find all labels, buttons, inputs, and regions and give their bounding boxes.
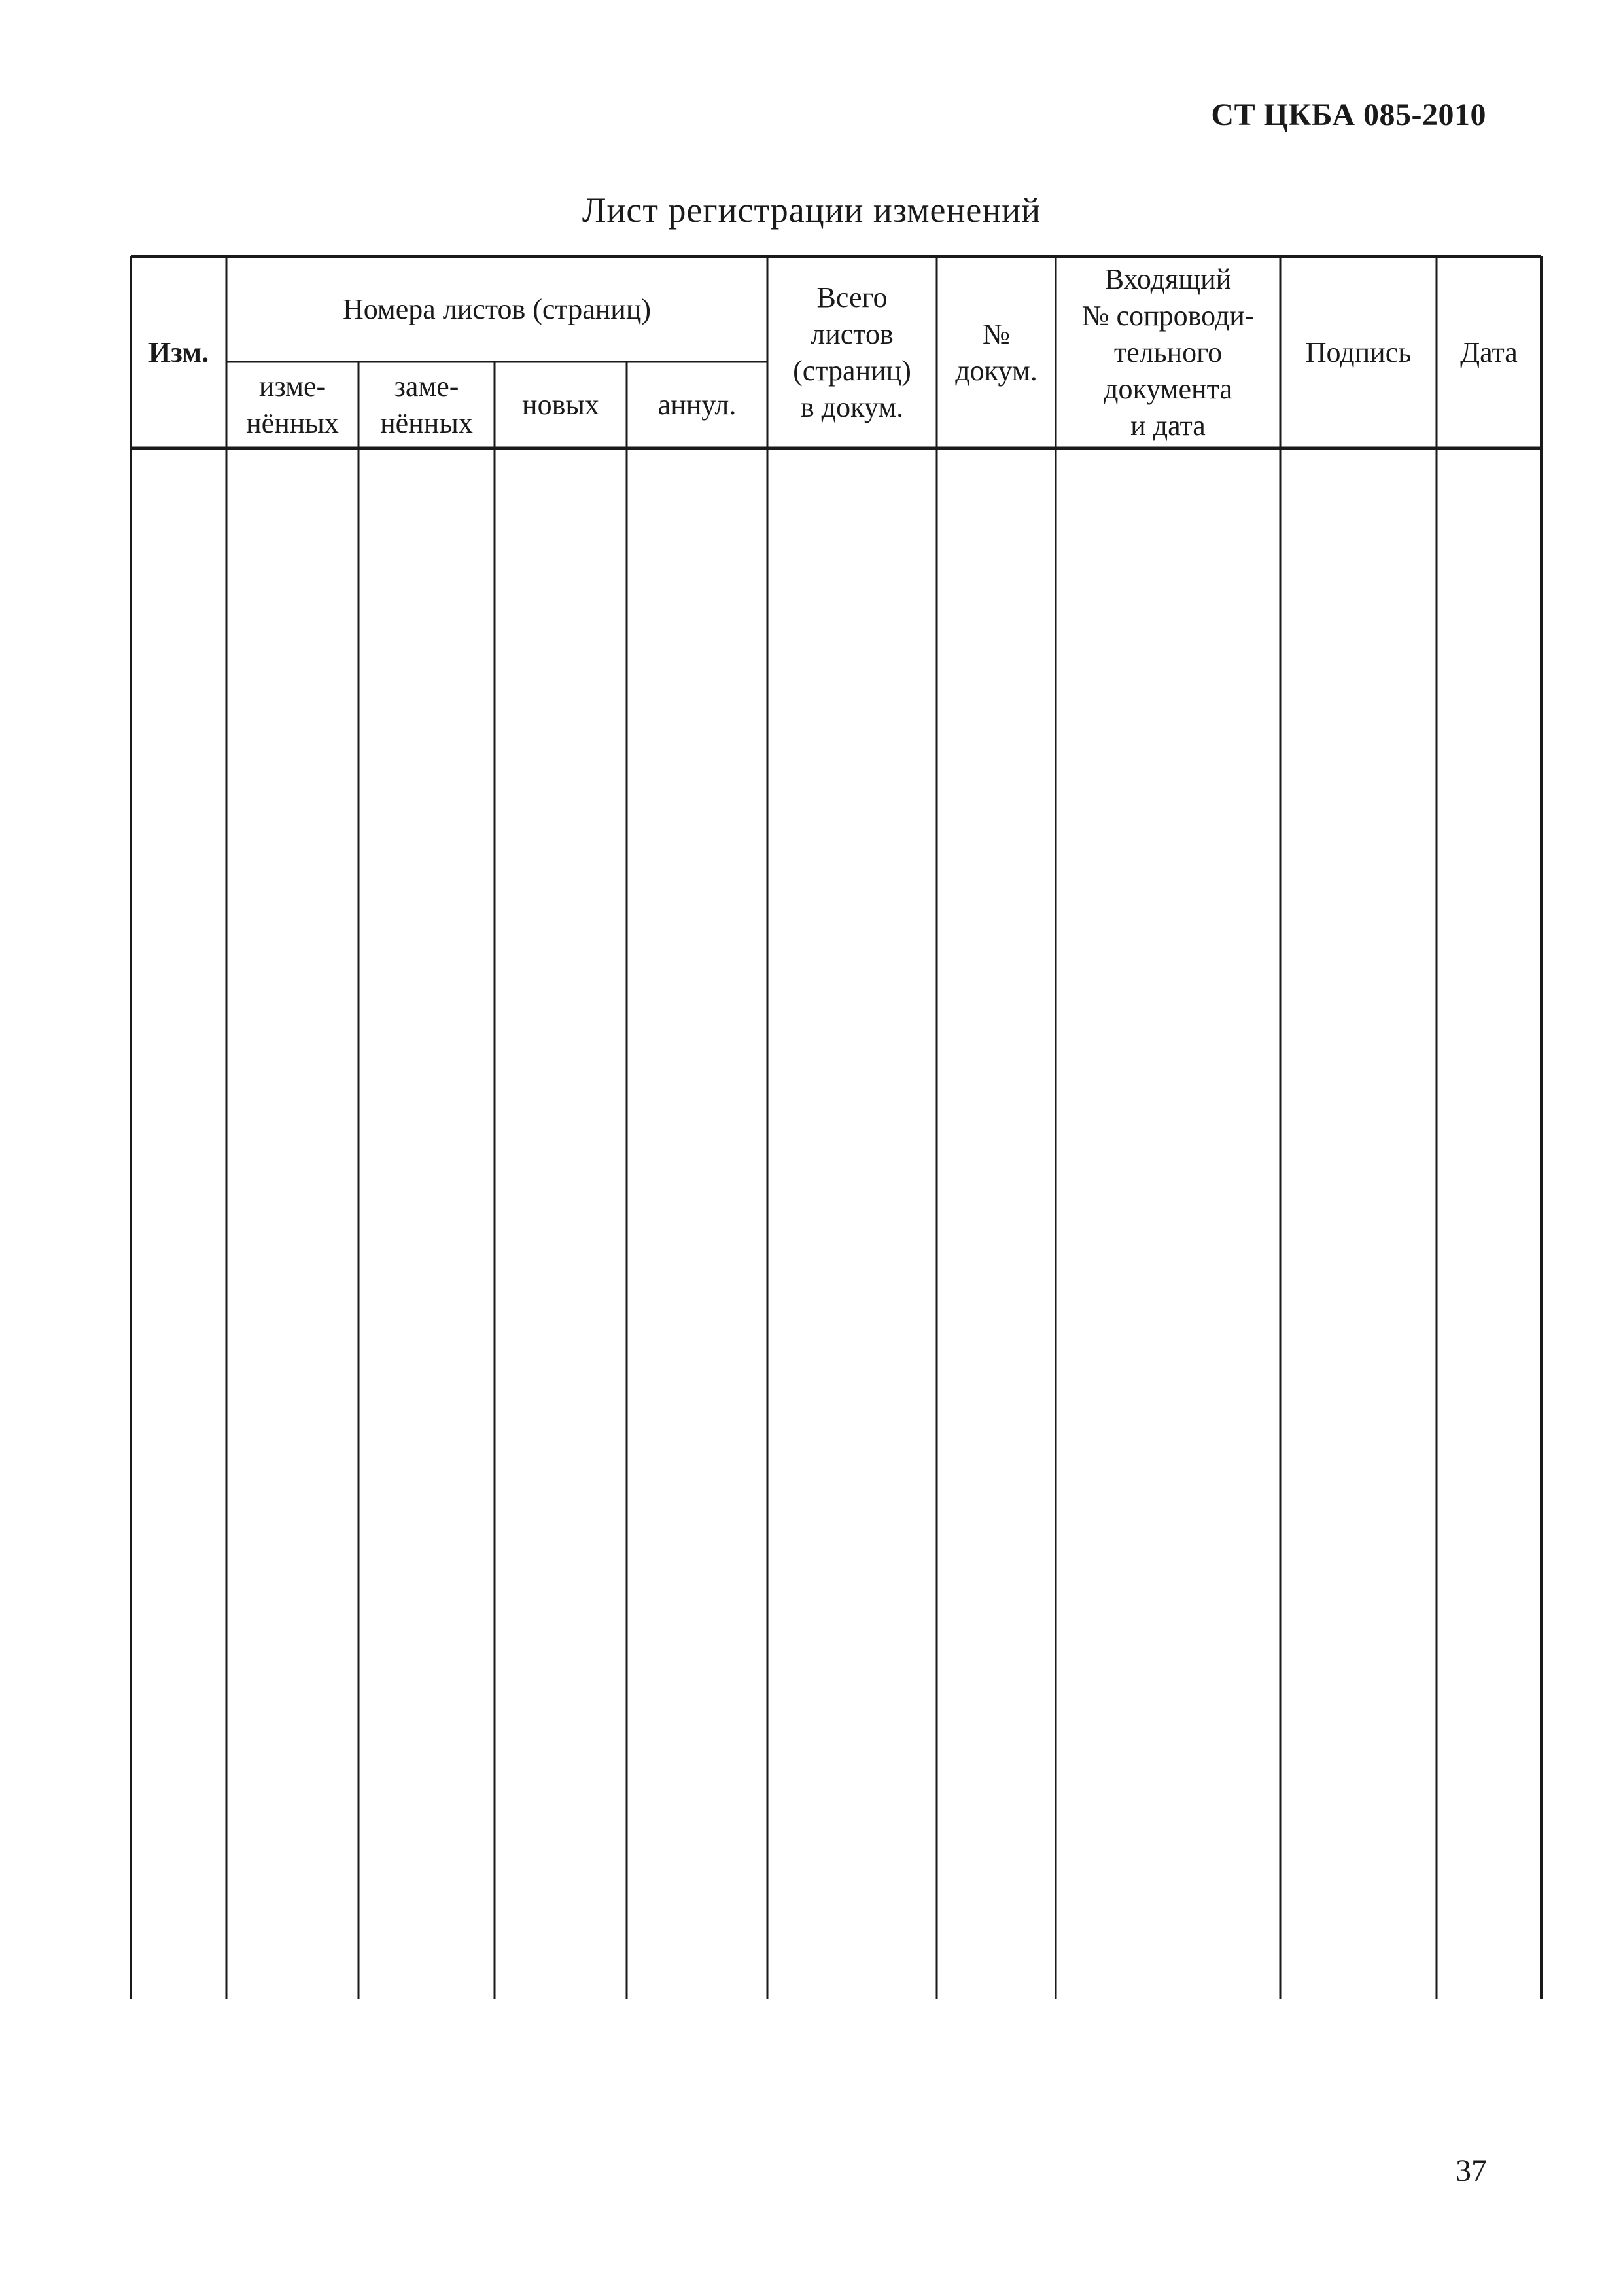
header-total-sheets: Всего листов (страниц) в докум. — [793, 281, 911, 423]
header-sheet-numbers: Номера листов (страниц) — [342, 292, 652, 325]
header-change-number: Изм. — [148, 336, 209, 368]
page-number: 37 — [1456, 2153, 1487, 2188]
subheader-changed: изме- нённых — [246, 370, 339, 439]
header-document-number: № докум. — [955, 317, 1038, 387]
subheader-replaced: заме- нённых — [380, 370, 473, 439]
subheader-new: новых — [522, 389, 599, 421]
subheader-cancelled: аннул. — [657, 389, 737, 421]
header-signature: Подпись — [1305, 336, 1412, 368]
header-incoming-document: Входящий № сопроводи- тельного документа и дата — [1081, 262, 1255, 442]
page-title: Лист регистрации изменений — [582, 190, 1041, 230]
document-code: СТ ЦКБА 085-2010 — [1211, 97, 1486, 132]
header-date: Дата — [1460, 336, 1518, 368]
